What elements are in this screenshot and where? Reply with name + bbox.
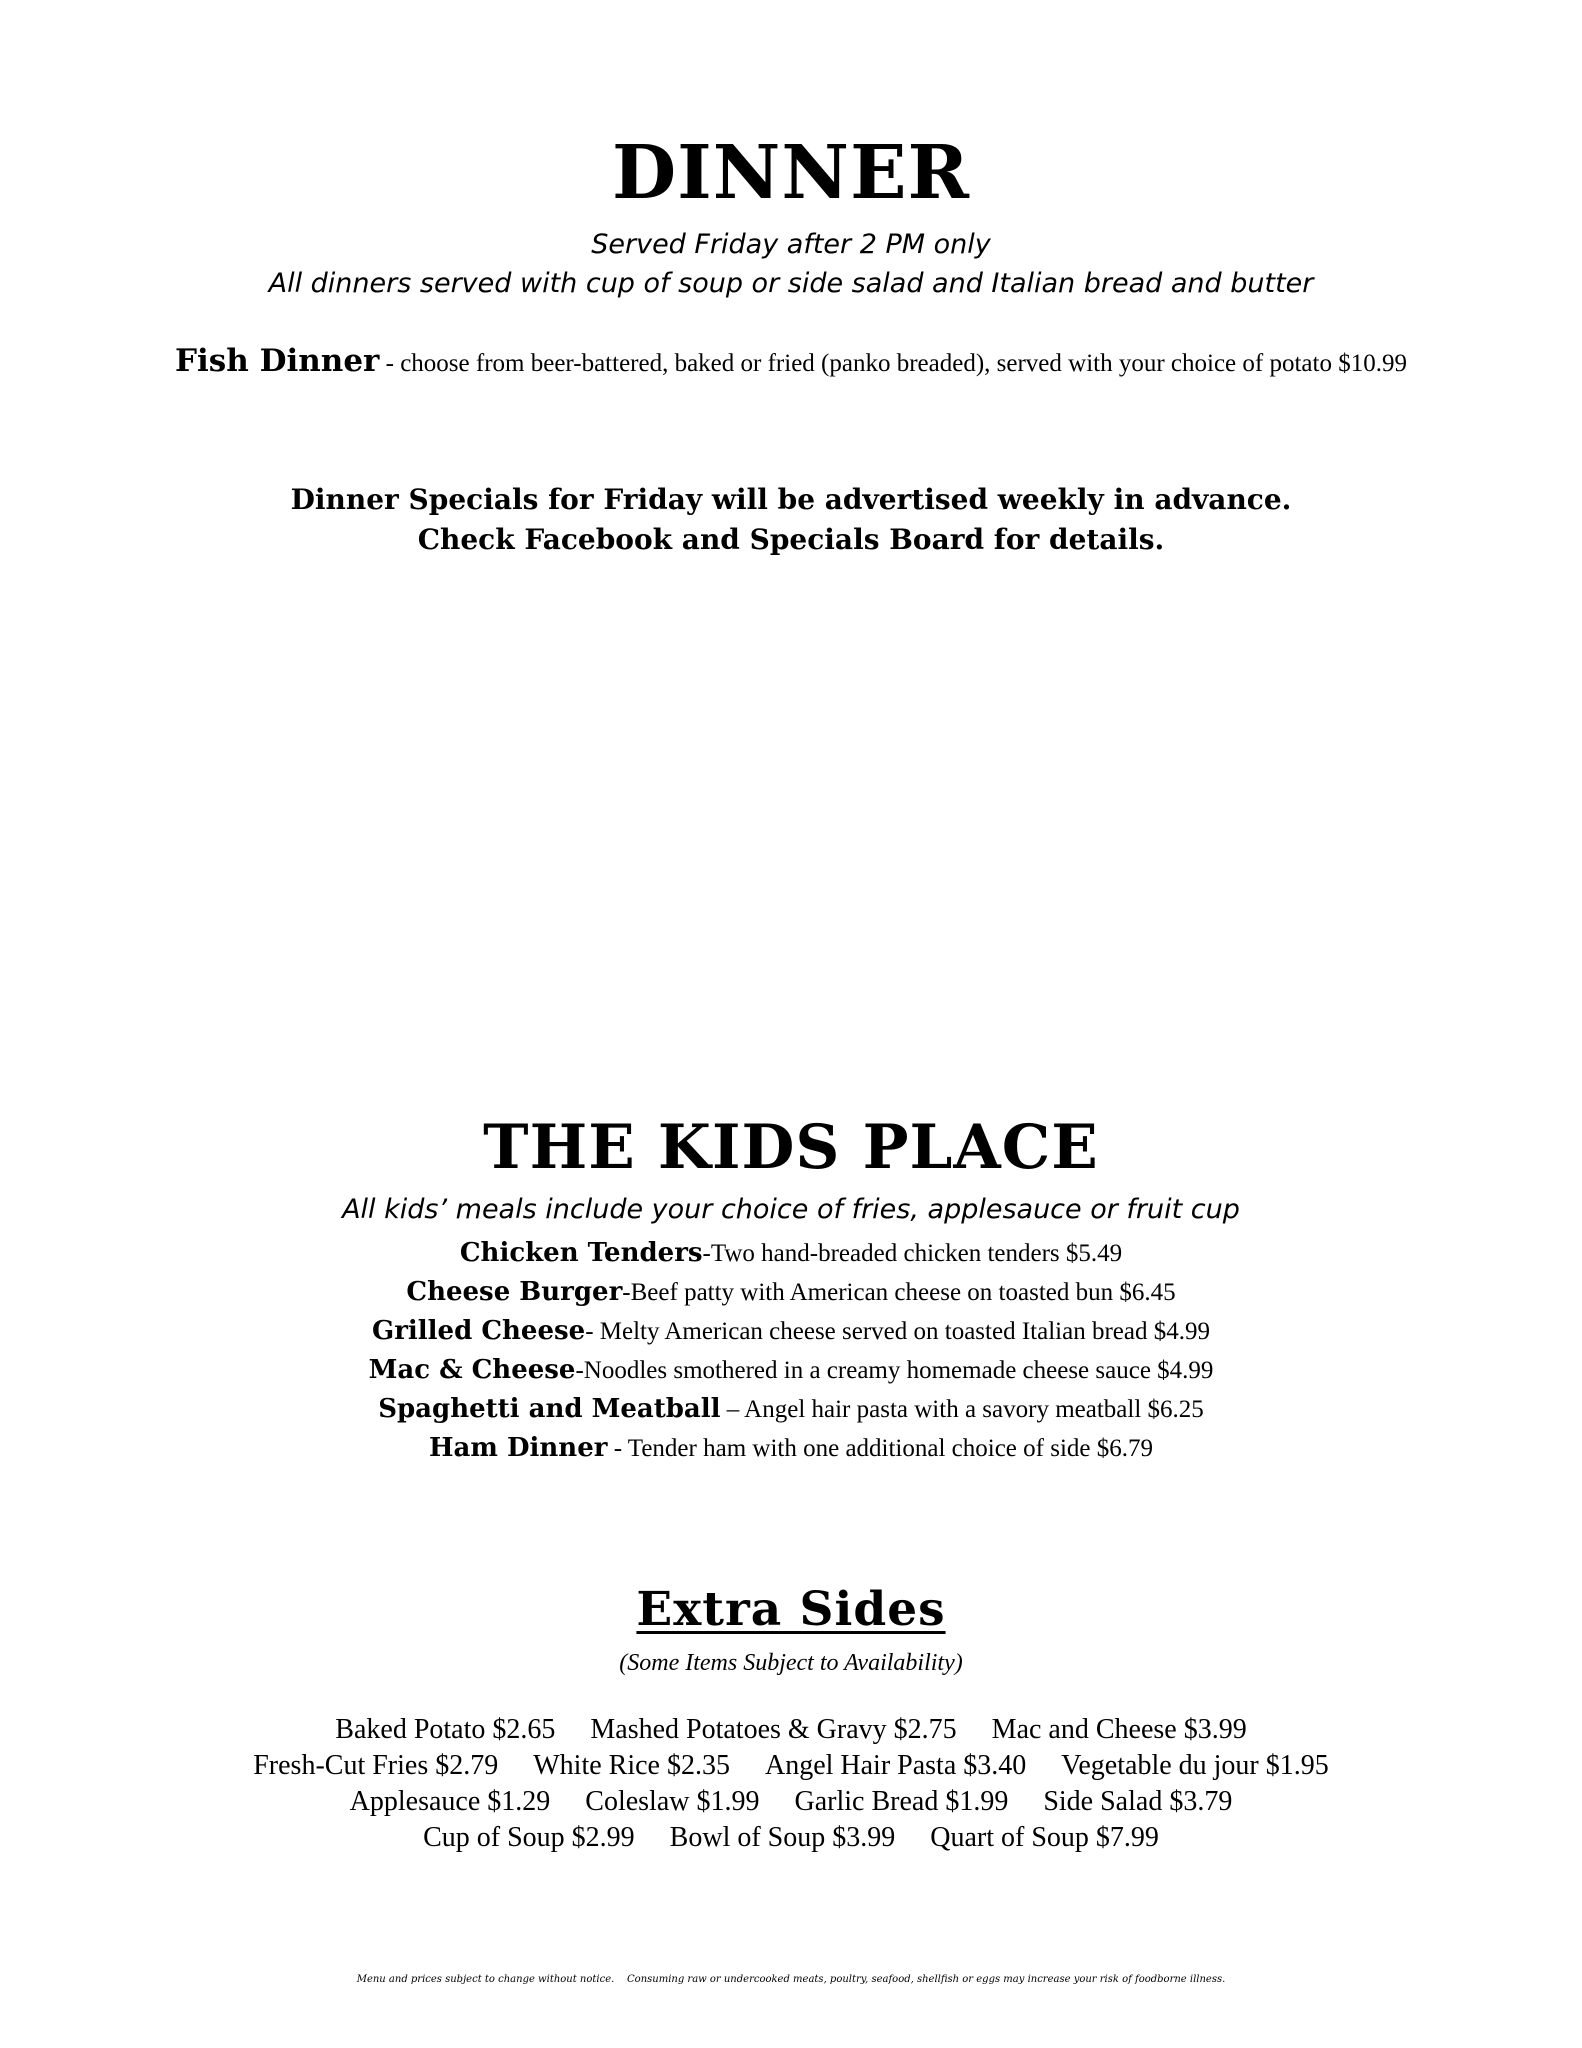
- side-item: Applesauce $1.29: [349, 1786, 551, 1817]
- kids-item-description: - Melty American cheese served on toasted Italian bread $4.99: [585, 1318, 1210, 1345]
- dinner-subtitle: [0, 225, 1582, 303]
- dinner-subtitle-line: All dinners served with cup of soup or side salad and Italian bread and butter: [268, 268, 1314, 299]
- fish-dinner-name: Fish Dinner: [175, 343, 380, 379]
- fish-dinner-description: - choose from beer-battered, baked or fried (panko breaded), served with your choice of potato $10.99: [379, 350, 1407, 377]
- side-item: Baked Potato $2.65: [335, 1714, 556, 1745]
- sides-heading-text: Extra Sides: [636, 1582, 946, 1637]
- dinner-heading: DINNER: [612, 130, 970, 216]
- kids-item-description: - Tender ham with one additional choice of side $6.79: [607, 1435, 1153, 1462]
- specials-line: Dinner Specials for Friday will be advertised weekly in advance.: [290, 483, 1292, 516]
- side-item: Side Salad $3.79: [1043, 1786, 1233, 1817]
- kids-menu-item: [0, 1352, 1582, 1391]
- side-item: Bowl of Soup $3.99: [669, 1822, 896, 1853]
- footer-disclaimer: Menu and prices subject to change without notice. Consuming raw or undercooked meats, poultry, seafood, shellfish or eggs may increase your risk of foodborne illness.: [356, 1974, 1226, 1985]
- kids-item-description: -Beef patty with American cheese on toasted bun $6.45: [622, 1279, 1176, 1306]
- kids-item-name: Mac & Cheese: [368, 1355, 576, 1385]
- kids-item-name: Chicken Tenders: [459, 1238, 703, 1268]
- side-item: Vegetable du jour $1.95: [1061, 1750, 1329, 1781]
- dinner-specials-note: [0, 480, 1582, 560]
- kids-item-name: Cheese Burger: [406, 1277, 623, 1307]
- side-item: Coleslaw $1.99: [585, 1786, 760, 1817]
- kids-subtitle: All kids’ meals include your choice of fries, applesauce or fruit cup: [342, 1194, 1240, 1225]
- kids-menu-item: [0, 1274, 1582, 1313]
- sides-heading: [0, 1580, 1582, 1640]
- specials-line: Check Facebook and Specials Board for details.: [417, 523, 1165, 556]
- side-item: Angel Hair Pasta $3.40: [764, 1750, 1027, 1781]
- kids-item-description: -Two hand-breaded chicken tenders $5.49: [702, 1240, 1123, 1267]
- kids-item-name: Grilled Cheese: [372, 1316, 586, 1346]
- sides-row: [0, 1712, 1582, 1748]
- side-item: Cup of Soup $2.99: [423, 1822, 635, 1853]
- kids-item-description: – Angel hair pasta with a savory meatball $6.25: [720, 1396, 1204, 1423]
- side-item: Quart of Soup $7.99: [930, 1822, 1159, 1853]
- kids-heading: THE KIDS PLACE: [483, 1112, 1099, 1183]
- sides-row: [0, 1784, 1582, 1820]
- kids-menu-item: [0, 1313, 1582, 1352]
- kids-item-name: Spaghetti and Meatball: [378, 1394, 721, 1424]
- side-item: Garlic Bread $1.99: [794, 1786, 1009, 1817]
- side-item: White Rice $2.35: [533, 1750, 730, 1781]
- sides-list: [0, 1712, 1582, 1856]
- fish-dinner-item: [0, 343, 1582, 379]
- sides-row: [0, 1820, 1582, 1856]
- kids-menu-list: [0, 1235, 1582, 1469]
- sides-row: [0, 1748, 1582, 1784]
- dinner-subtitle-line: Served Friday after 2 PM only: [591, 229, 991, 260]
- side-item: Fresh-Cut Fries $2.79: [253, 1750, 499, 1781]
- sides-subtitle: (Some Items Subject to Availability): [619, 1650, 963, 1676]
- kids-menu-item: [0, 1391, 1582, 1430]
- kids-item-name: Ham Dinner: [428, 1433, 608, 1463]
- side-item: Mac and Cheese $3.99: [991, 1714, 1247, 1745]
- side-item: Mashed Potatoes & Gravy $2.75: [590, 1714, 957, 1745]
- kids-menu-item: [0, 1235, 1582, 1274]
- kids-item-description: -Noodles smothered in a creamy homemade cheese sauce $4.99: [575, 1357, 1214, 1384]
- kids-menu-item: [0, 1430, 1582, 1469]
